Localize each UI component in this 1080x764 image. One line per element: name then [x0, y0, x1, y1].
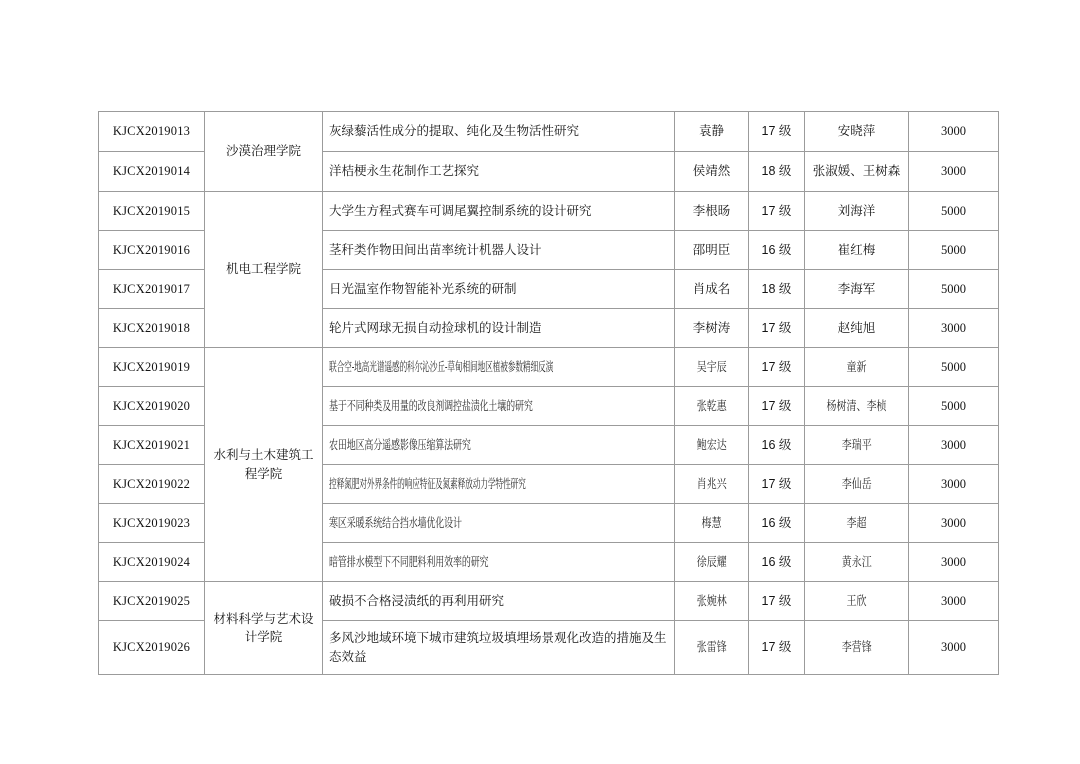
leader-text: 鲍宏达 — [696, 437, 727, 452]
leader-cell — [675, 426, 749, 465]
project-code-cell: KJCX2019015 — [99, 192, 205, 231]
funding-cell: 5000 — [909, 387, 999, 426]
advisor-cell — [805, 504, 909, 543]
leader-text: 张雷锋 — [696, 640, 727, 655]
leader-cell: 袁静 — [675, 112, 749, 152]
project-table — [98, 111, 999, 675]
leader-text: 徐辰耀 — [696, 554, 727, 569]
project-code-cell: KJCX2019024 — [99, 543, 205, 582]
grade-cell: 18 级 — [749, 270, 805, 309]
leader-cell — [675, 348, 749, 387]
leader-cell: 李树涛 — [675, 309, 749, 348]
funding-cell: 5000 — [909, 270, 999, 309]
project-title-cell: 大学生方程式赛车可调尾翼控制系统的设计研究 — [323, 192, 675, 231]
funding-cell: 3000 — [909, 582, 999, 621]
leader-cell — [675, 543, 749, 582]
leader-cell — [675, 621, 749, 675]
funding-cell: 5000 — [909, 192, 999, 231]
college-cell: 机电工程学院 — [205, 192, 323, 348]
advisor-cell — [805, 426, 909, 465]
leader-text: 肖兆兴 — [696, 476, 727, 491]
project-code-cell: KJCX2019020 — [99, 387, 205, 426]
project-code-cell: KJCX2019025 — [99, 582, 205, 621]
grade-cell: 17 级 — [749, 582, 805, 621]
advisor-cell: 张淑媛、王树森 — [805, 152, 909, 192]
table-row — [99, 192, 999, 231]
funding-cell: 3000 — [909, 309, 999, 348]
college-cell: 水利与土木建筑工程学院 — [205, 348, 323, 582]
leader-text: 张婉林 — [696, 593, 727, 608]
funding-cell: 5000 — [909, 348, 999, 387]
leader-cell — [675, 504, 749, 543]
project-code-cell: KJCX2019017 — [99, 270, 205, 309]
advisor-text: 王欣 — [846, 593, 867, 608]
advisor-text: 杨树清、李桢 — [826, 398, 887, 413]
grade-cell: 16 级 — [749, 543, 805, 582]
advisor-text: 李瑞平 — [841, 437, 872, 452]
leader-text: 吴宇辰 — [696, 359, 727, 374]
leader-text: 梅慧 — [701, 515, 722, 530]
project-title-cell: 日光温室作物智能补光系统的研制 — [323, 270, 675, 309]
project-code-cell: KJCX2019013 — [99, 112, 205, 152]
project-title-text: 暗管排水模型下不同肥料利用效率的研究 — [329, 554, 489, 569]
college-cell: 材料科学与艺术设计学院 — [205, 582, 323, 675]
advisor-cell — [805, 582, 909, 621]
leader-cell — [675, 387, 749, 426]
advisor-cell — [805, 543, 909, 582]
leader-cell — [675, 582, 749, 621]
leader-cell — [675, 465, 749, 504]
advisor-cell: 李海军 — [805, 270, 909, 309]
project-title-cell: 破损不合格浸渍纸的再利用研究 — [323, 582, 675, 621]
project-code-cell: KJCX2019018 — [99, 309, 205, 348]
funding-cell: 5000 — [909, 231, 999, 270]
project-title-text: 农田地区高分遥感影像压缩算法研究 — [329, 437, 471, 452]
table-row — [99, 112, 999, 152]
grade-cell: 17 级 — [749, 621, 805, 675]
project-code-cell: KJCX2019014 — [99, 152, 205, 192]
project-code-cell: KJCX2019022 — [99, 465, 205, 504]
table-row — [99, 348, 999, 387]
project-code-cell: KJCX2019026 — [99, 621, 205, 675]
grade-cell: 17 级 — [749, 465, 805, 504]
project-code-cell: KJCX2019021 — [99, 426, 205, 465]
leader-cell: 李根旸 — [675, 192, 749, 231]
leader-cell: 邵明臣 — [675, 231, 749, 270]
advisor-text: 童新 — [846, 359, 867, 374]
advisor-cell — [805, 348, 909, 387]
funding-cell: 3000 — [909, 621, 999, 675]
advisor-cell — [805, 465, 909, 504]
project-code-cell: KJCX2019019 — [99, 348, 205, 387]
project-title-cell — [323, 543, 675, 582]
advisor-text: 李超 — [846, 515, 867, 530]
advisor-text: 黄永江 — [841, 554, 872, 569]
project-title-text: 控释氮肥对外界条件的响应特征及氮素释放动力学特性研究 — [329, 476, 526, 491]
funding-cell: 3000 — [909, 465, 999, 504]
project-title-cell — [323, 465, 675, 504]
funding-cell: 3000 — [909, 426, 999, 465]
advisor-cell: 刘海洋 — [805, 192, 909, 231]
leader-text: 张乾惠 — [696, 398, 727, 413]
grade-cell: 17 级 — [749, 112, 805, 152]
project-title-text: 寒区采暖系统结合挡水墙优化设计 — [329, 515, 462, 530]
table-container — [98, 111, 998, 675]
project-title-cell: 灰绿藜活性成分的提取、纯化及生物活性研究 — [323, 112, 675, 152]
project-title-cell — [323, 504, 675, 543]
project-title-cell: 洋桔梗永生花制作工艺探究 — [323, 152, 675, 192]
grade-cell: 17 级 — [749, 309, 805, 348]
project-code-cell: KJCX2019016 — [99, 231, 205, 270]
funding-cell: 3000 — [909, 543, 999, 582]
advisor-cell: 安晓萍 — [805, 112, 909, 152]
project-title-cell — [323, 348, 675, 387]
project-title-cell — [323, 387, 675, 426]
project-title-cell — [323, 426, 675, 465]
leader-cell: 侯靖然 — [675, 152, 749, 192]
project-title-cell: 轮片式网球无损自动捡球机的设计制造 — [323, 309, 675, 348]
grade-cell: 18 级 — [749, 152, 805, 192]
grade-cell: 17 级 — [749, 192, 805, 231]
grade-cell: 17 级 — [749, 387, 805, 426]
grade-cell: 16 级 — [749, 426, 805, 465]
funding-cell: 3000 — [909, 504, 999, 543]
grade-cell: 17 级 — [749, 348, 805, 387]
advisor-cell — [805, 387, 909, 426]
advisor-text: 李营锋 — [841, 640, 872, 655]
advisor-cell: 崔红梅 — [805, 231, 909, 270]
grade-cell: 16 级 — [749, 504, 805, 543]
advisor-cell — [805, 621, 909, 675]
project-code-cell: KJCX2019023 — [99, 504, 205, 543]
grade-cell: 16 级 — [749, 231, 805, 270]
advisor-cell: 赵纯旭 — [805, 309, 909, 348]
college-cell: 沙漠治理学院 — [205, 112, 323, 192]
table-row — [99, 582, 999, 621]
leader-cell: 肖成名 — [675, 270, 749, 309]
funding-cell: 3000 — [909, 112, 999, 152]
project-title-text: 联合空-地高光谱遥感的科尔沁沙丘-草甸相间地区植被参数精细反演 — [329, 359, 554, 374]
funding-cell: 3000 — [909, 152, 999, 192]
advisor-text: 李仙岳 — [841, 476, 872, 491]
project-title-text: 基于不同种类及用量的改良剂调控盐渍化土壤的研究 — [329, 398, 533, 413]
project-title-cell: 茎秆类作物田间出苗率统计机器人设计 — [323, 231, 675, 270]
project-title-cell: 多风沙地域环境下城市建筑垃圾填埋场景观化改造的措施及生态效益 — [323, 621, 675, 675]
